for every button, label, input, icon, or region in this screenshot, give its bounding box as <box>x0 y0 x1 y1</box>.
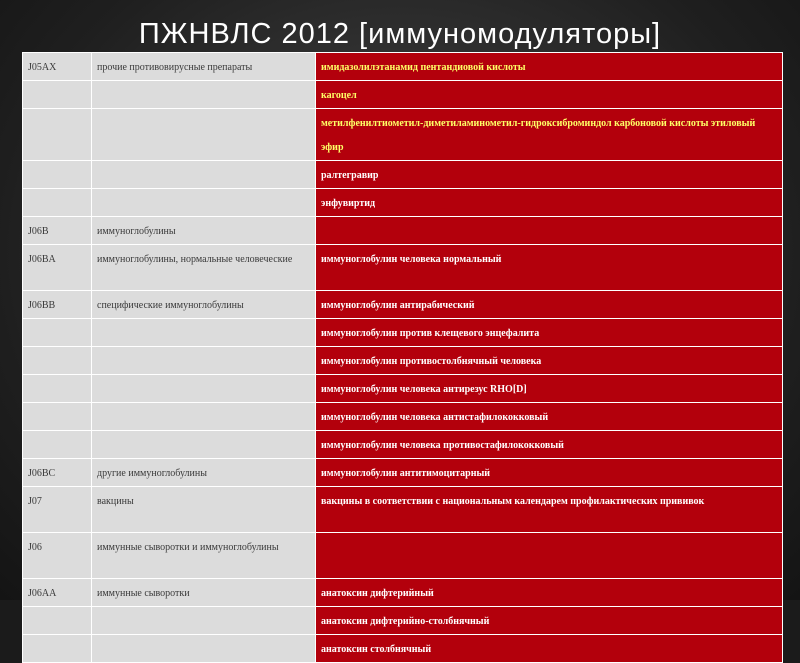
drug-name-cell: иммуноглобулин человека антистафилококковый <box>316 403 783 431</box>
table-row <box>23 161 783 189</box>
group-name-cell <box>92 319 316 347</box>
atc-code-cell: J06BC <box>23 459 92 487</box>
table-row <box>23 291 783 319</box>
atc-code-cell <box>23 431 92 459</box>
drug-name-cell <box>316 533 783 579</box>
drug-name-cell: иммуноглобулин человека противостафилококковый <box>316 431 783 459</box>
drug-name-cell: анатоксин дифтерийно-столбнячный <box>316 607 783 635</box>
group-name-cell: иммуноглобулины <box>92 217 316 245</box>
atc-code-cell: J06AA <box>23 579 92 607</box>
table-row <box>23 189 783 217</box>
table-row <box>23 109 783 161</box>
atc-code-cell <box>23 161 92 189</box>
group-name-cell: иммуноглобулины, нормальные человеческие <box>92 245 316 291</box>
drug-name-cell: иммуноглобулин противостолбнячный человека <box>316 347 783 375</box>
drug-name-cell: иммуноглобулин против клещевого энцефалита <box>316 319 783 347</box>
group-name-cell: прочие противовирусные препараты <box>92 53 316 81</box>
drug-name-cell: иммуноглобулин антирабический <box>316 291 783 319</box>
drug-name-cell: ралтегравир <box>316 161 783 189</box>
drug-name-cell: кагоцел <box>316 81 783 109</box>
table-row <box>23 347 783 375</box>
drug-name-cell: иммуноглобулин человека антирезус RHO[D] <box>316 375 783 403</box>
table-row <box>23 81 783 109</box>
group-name-cell: другие иммуноглобулины <box>92 459 316 487</box>
table-row <box>23 431 783 459</box>
group-name-cell <box>92 109 316 161</box>
group-name-cell <box>92 81 316 109</box>
drug-name-cell: вакцины в соответствии с национальным календарем профилактических прививок <box>316 487 783 533</box>
drug-name-cell: иммуноглобулин антитимоцитарный <box>316 459 783 487</box>
table-row <box>23 217 783 245</box>
drug-name-cell: метилфенилтиометил-диметиламинометил-гидроксиброминдол карбоновой кислоты этиловый эфир <box>316 109 783 161</box>
atc-code-cell <box>23 607 92 635</box>
atc-code-cell <box>23 319 92 347</box>
table-row <box>23 53 783 81</box>
group-name-cell: иммунные сыворотки <box>92 579 316 607</box>
group-name-cell <box>92 161 316 189</box>
atc-code-cell: J06B <box>23 217 92 245</box>
table-row <box>23 375 783 403</box>
group-name-cell <box>92 403 316 431</box>
table-row <box>23 403 783 431</box>
atc-code-cell <box>23 635 92 663</box>
table-row <box>23 635 783 663</box>
atc-code-cell <box>23 403 92 431</box>
table-row <box>23 487 783 533</box>
atc-code-cell: J05AX <box>23 53 92 81</box>
group-name-cell <box>92 431 316 459</box>
group-name-cell <box>92 607 316 635</box>
atc-code-cell <box>23 189 92 217</box>
atc-code-cell: J07 <box>23 487 92 533</box>
atc-code-cell: J06 <box>23 533 92 579</box>
atc-code-cell: J06BA <box>23 245 92 291</box>
atc-code-cell <box>23 347 92 375</box>
atc-code-cell: J06BB <box>23 291 92 319</box>
drug-table-container <box>22 52 782 655</box>
atc-code-cell <box>23 375 92 403</box>
atc-code-cell <box>23 109 92 161</box>
group-name-cell: специфические иммуноглобулины <box>92 291 316 319</box>
group-name-cell <box>92 635 316 663</box>
table-row <box>23 459 783 487</box>
drug-name-cell: анатоксин столбнячный <box>316 635 783 663</box>
drug-name-cell: энфувиртид <box>316 189 783 217</box>
group-name-cell: иммунные сыворотки и иммуноглобулины <box>92 533 316 579</box>
table-row <box>23 533 783 579</box>
drug-table-body <box>23 53 783 663</box>
group-name-cell <box>92 189 316 217</box>
drug-table <box>22 52 783 663</box>
drug-name-cell: имидазолилэтанамид пентандиовой кислоты <box>316 53 783 81</box>
group-name-cell: вакцины <box>92 487 316 533</box>
table-row <box>23 579 783 607</box>
group-name-cell <box>92 347 316 375</box>
table-row <box>23 319 783 347</box>
atc-code-cell <box>23 81 92 109</box>
drug-name-cell: иммуноглобулин человека нормальный <box>316 245 783 291</box>
drug-name-cell <box>316 217 783 245</box>
group-name-cell <box>92 375 316 403</box>
drug-name-cell: анатоксин дифтерийный <box>316 579 783 607</box>
slide-title: ПЖНВЛС 2012 [иммуномодуляторы] <box>138 18 662 50</box>
table-row <box>23 245 783 291</box>
table-row <box>23 607 783 635</box>
